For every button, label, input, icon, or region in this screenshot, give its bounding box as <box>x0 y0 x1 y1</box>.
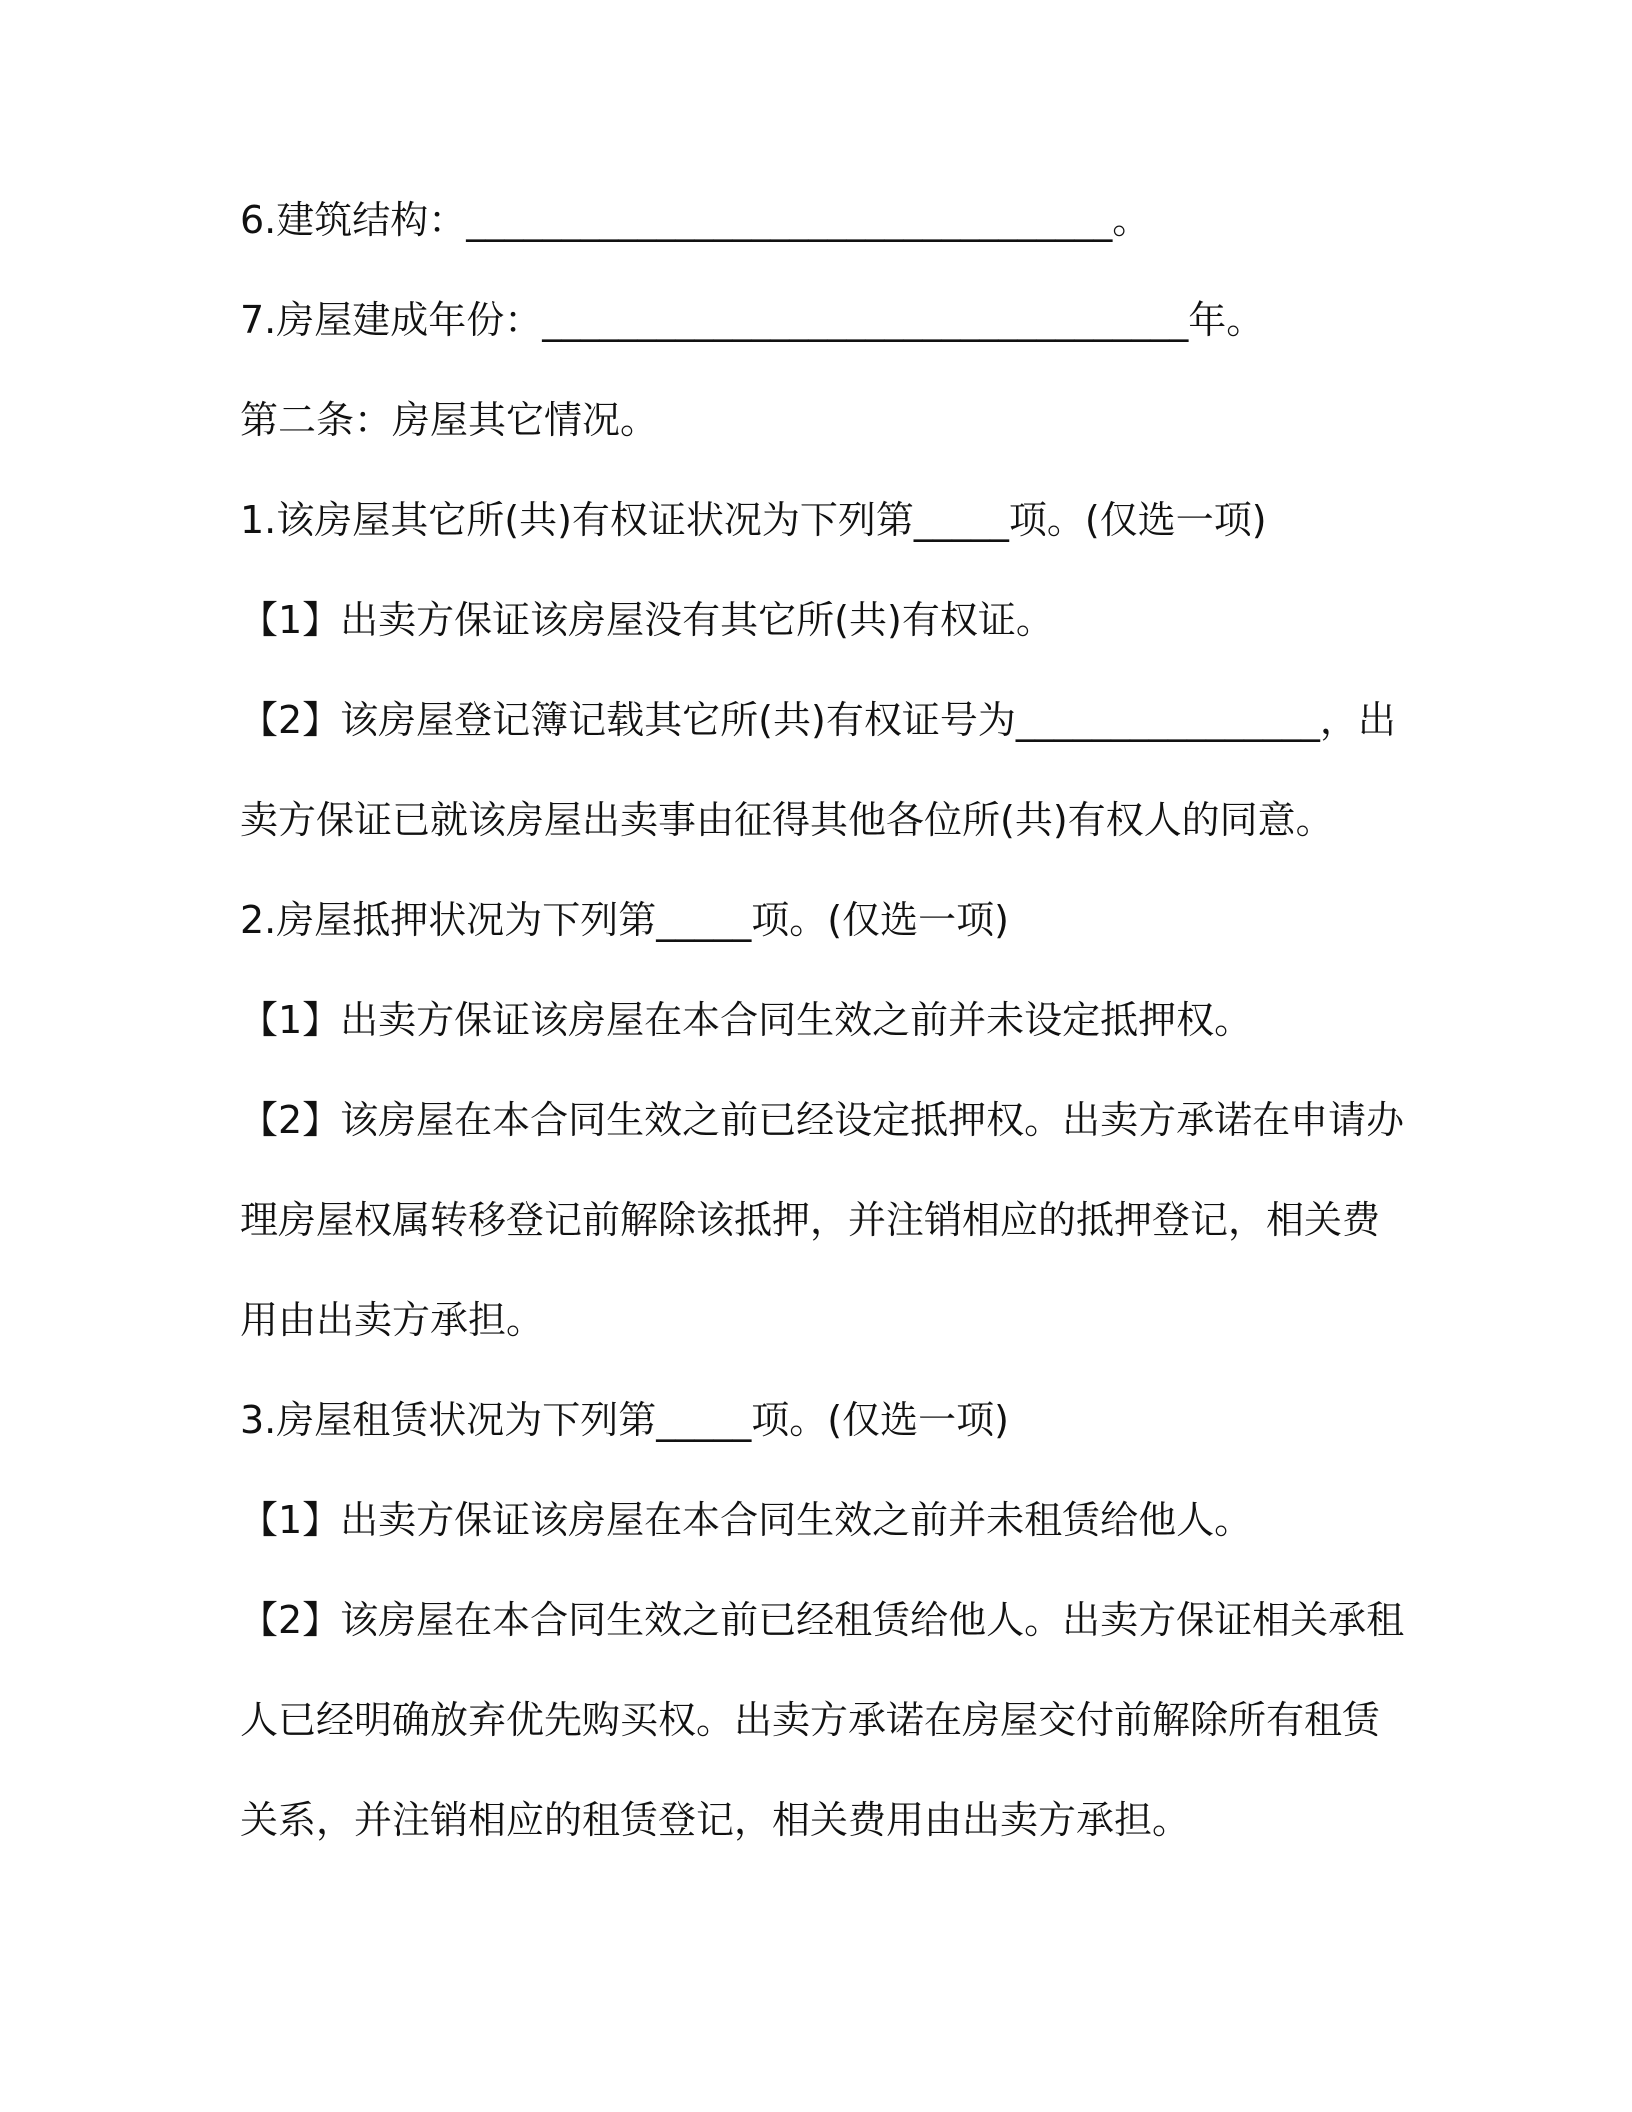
clause-2-1-title: 1.该房屋其它所(共)有权证状况为下列第_____项。(仅选一项) <box>240 498 1267 542</box>
clause-2-2-option-2-line-1: 【2】该房屋在本合同生效之前已经设定抵押权。出卖方承诺在申请办 <box>240 1098 1405 1142</box>
clause-2-3-option-2-line-3: 关系，并注销相应的租赁登记，相关费用由出卖方承担。 <box>240 1798 1191 1842</box>
clause-2-1-option-2-line-1: 【2】该房屋登记簿记载其它所(共)有权证号为________________，出 <box>240 698 1396 742</box>
clause-2-1-option-2-line-2: 卖方保证已就该房屋出卖事由征得其他各位所(共)有权人的同意。 <box>240 798 1334 842</box>
clause-1-6-building-structure: 6.建筑结构：__________________________________。 <box>240 198 1151 242</box>
clause-2-3-option-2-line-1: 【2】该房屋在本合同生效之前已经租赁给他人。出卖方保证相关承租 <box>240 1598 1405 1642</box>
clause-2-2-option-2-line-2: 理房屋权属转移登记前解除该抵押，并注销相应的抵押登记，相关费 <box>240 1198 1381 1242</box>
clause-2-1-option-1: 【1】出卖方保证该房屋没有其它所(共)有权证。 <box>240 598 1054 642</box>
clause-2-2-option-1: 【1】出卖方保证该房屋在本合同生效之前并未设定抵押权。 <box>240 998 1253 1042</box>
clause-2-3-option-1: 【1】出卖方保证该房屋在本合同生效之前并未租赁给他人。 <box>240 1498 1253 1542</box>
clause-2-3-option-2-line-2: 人已经明确放弃优先购买权。出卖方承诺在房屋交付前解除所有租赁 <box>240 1698 1381 1742</box>
clause-1-7-construction-year: 7.房屋建成年份：__________________________________年。 <box>240 298 1265 342</box>
clause-2-3-title: 3.房屋租赁状况为下列第_____项。(仅选一项) <box>240 1398 1009 1442</box>
clause-2-2-option-2-line-3: 用由出卖方承担。 <box>240 1298 545 1342</box>
article-2-heading: 第二条：房屋其它情况。 <box>240 398 659 442</box>
clause-2-2-title: 2.房屋抵押状况为下列第_____项。(仅选一项) <box>240 898 1009 942</box>
